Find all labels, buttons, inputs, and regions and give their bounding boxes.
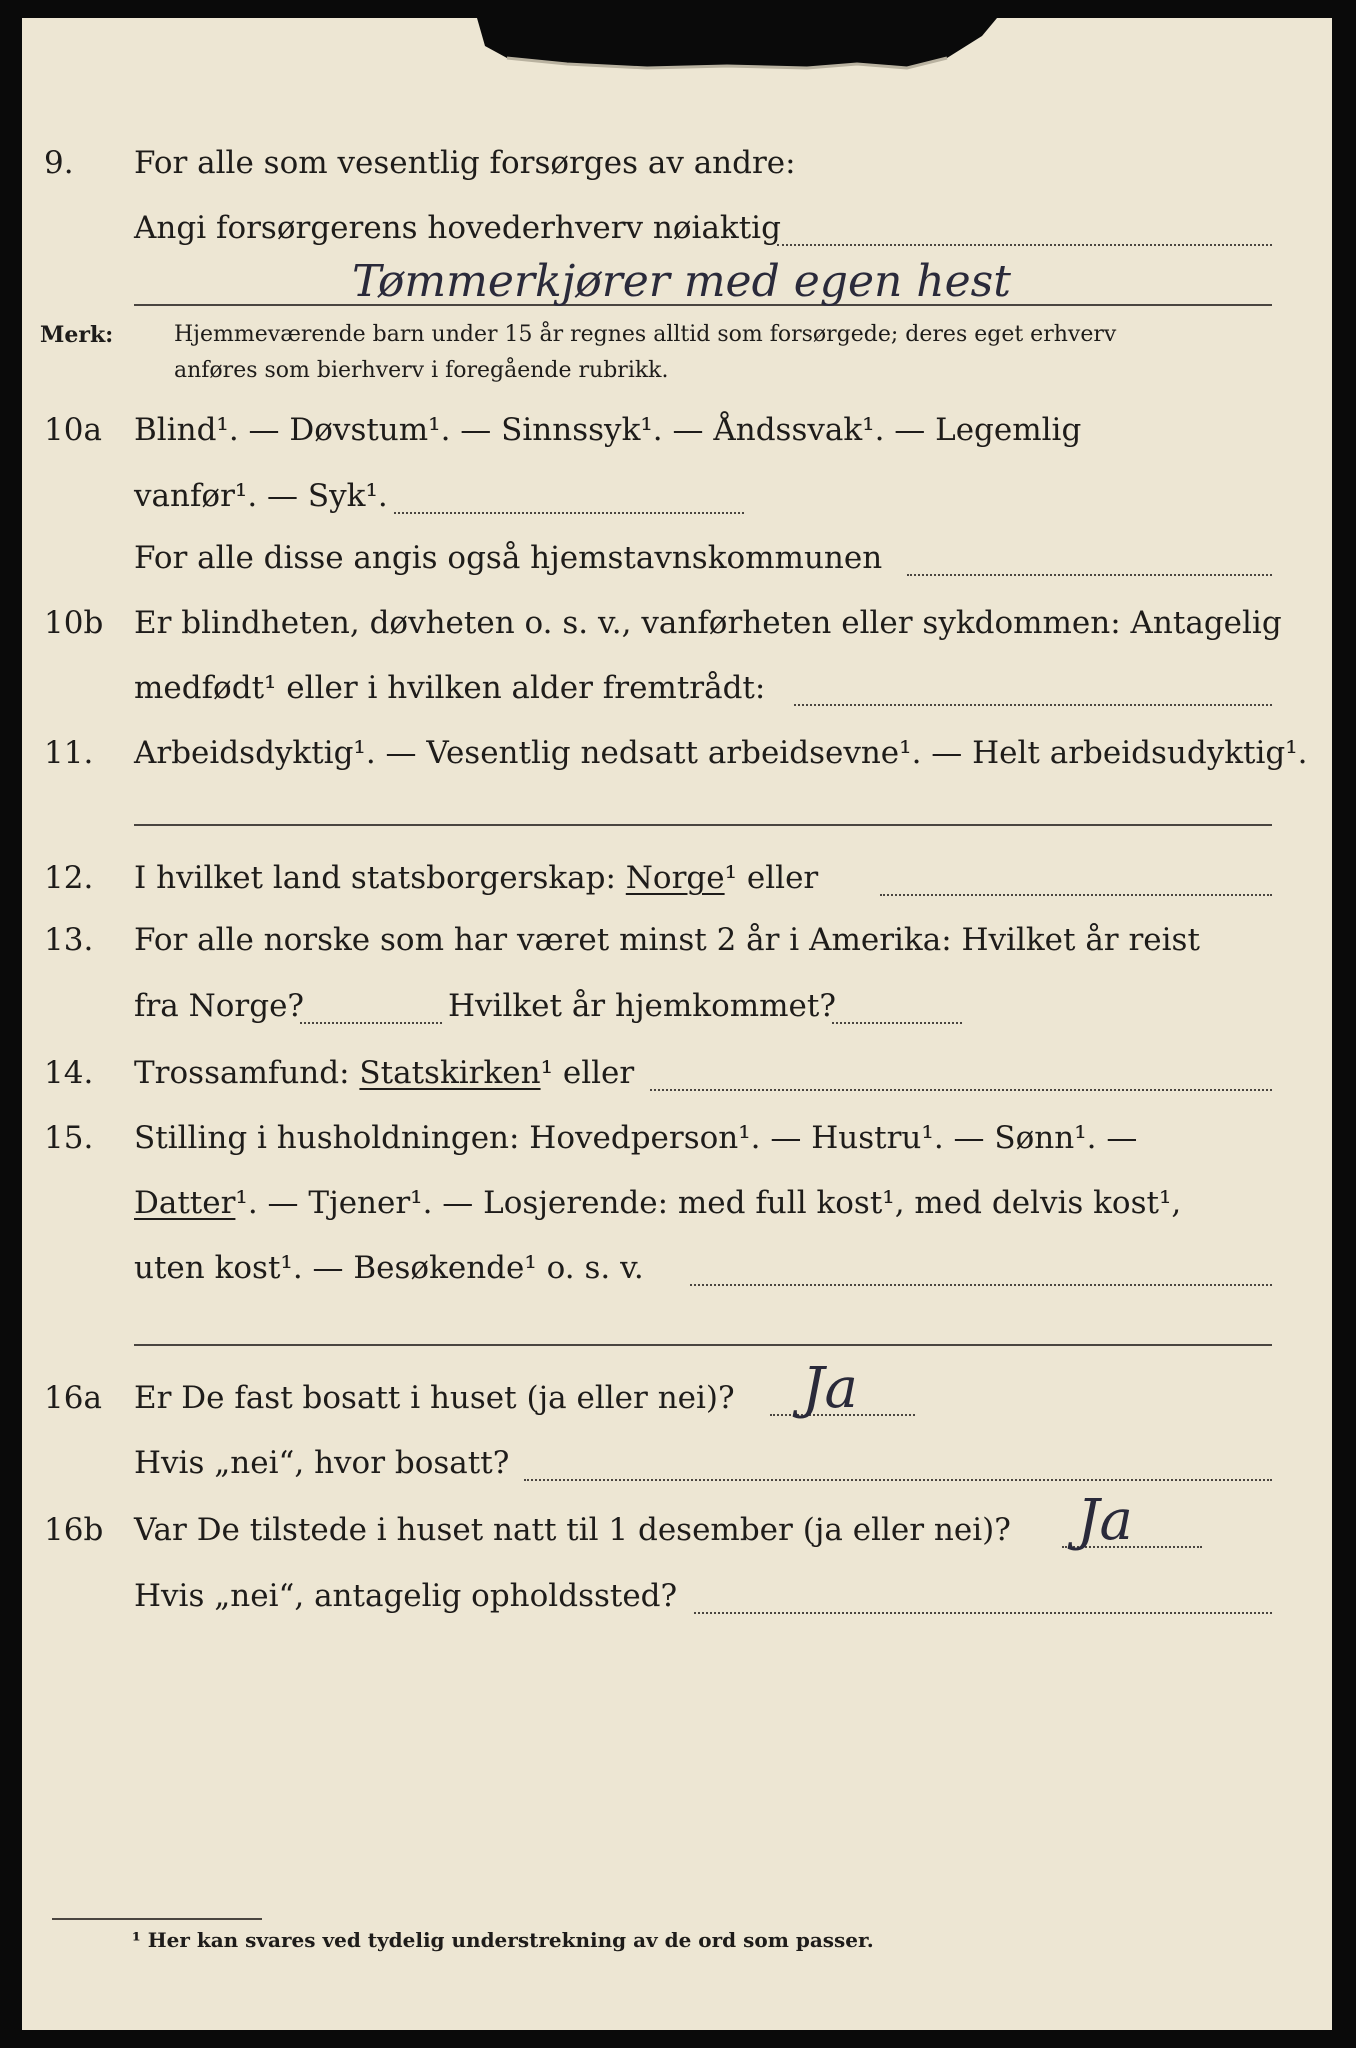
selected-option-statskirken[interactable]: Statskirken: [359, 1055, 541, 1091]
question-text: Blind¹. — Døvstum¹. — Sinnssyk¹. — Åndssvak¹. — Legemlig: [134, 412, 1082, 448]
question-text: fra Norge?: [134, 988, 305, 1024]
question-text-wrap: [134, 1053, 634, 1093]
answer-line[interactable]: [394, 512, 744, 514]
question-15-answer-row: [22, 1308, 1332, 1368]
question-text: For alle som vesentlig forsørges av andre:: [134, 145, 796, 181]
question-text-wrap: [134, 1183, 1181, 1223]
question-9: [22, 143, 1332, 203]
question-15: [22, 1118, 1332, 1178]
question-text: vanfør¹. — Syk¹.: [134, 478, 388, 514]
answer-line[interactable]: [134, 824, 1272, 826]
question-text: Hvilket år hjemkommet?: [448, 988, 836, 1024]
question-number: 15.: [44, 1120, 94, 1156]
question-number: 10a: [44, 412, 102, 448]
question-text: Var De tilstede i huset natt til 1 desember (ja eller nei)?: [134, 1512, 1011, 1548]
question-text-suffix: ¹ eller: [724, 860, 819, 896]
question-text: Angi forsørgerens hovederhverv nøiaktig: [134, 210, 781, 246]
answer-line[interactable]: [134, 1344, 1272, 1346]
question-number: 12.: [44, 860, 94, 896]
footnote: ¹ Her kan svares ved tydelig understrekning av de ord som passer.: [132, 1928, 874, 1952]
torn-top-edge: [477, 18, 997, 90]
question-13-line-2: [22, 986, 1332, 1046]
question-number: 14.: [44, 1055, 94, 1091]
question-number: 11.: [44, 735, 94, 771]
selected-option-norge[interactable]: Norge: [625, 860, 725, 896]
question-text: For alle disse angis også hjemstavnskommunen: [134, 540, 883, 576]
question-text-wrap: [134, 858, 818, 898]
question-text: Hvis „nei“, hvor bosatt?: [134, 1445, 510, 1481]
question-number: 13.: [44, 922, 94, 958]
question-16b-line-2: [22, 1576, 1332, 1636]
answer-line-reist[interactable]: [300, 1022, 442, 1024]
question-text: Trossamfund:: [134, 1055, 350, 1091]
note-text-line-1: Hjemmeværende barn under 15 år regnes alltid som forsørgede; deres eget erhverv: [174, 322, 1117, 347]
question-14: [22, 1053, 1332, 1113]
question-text: Hvis „nei“, antagelig opholdssted?: [134, 1578, 678, 1614]
question-text: I hvilket land statsborgerskap:: [134, 860, 616, 896]
question-number: 10b: [44, 605, 104, 641]
question-13: [22, 920, 1332, 980]
answer-line[interactable]: [880, 894, 1272, 896]
question-text: uten kost¹. — Besøkende¹ o. s. v.: [134, 1250, 644, 1286]
question-9-answer-row: [22, 256, 1332, 326]
answer-line[interactable]: [650, 1089, 1272, 1091]
answer-line[interactable]: [794, 704, 1272, 706]
question-text: medfødt¹ eller i hvilken alder fremtrådt:: [134, 670, 766, 706]
census-form-page: [22, 18, 1332, 2030]
question-10a: [22, 410, 1332, 470]
question-15-line-3: [22, 1248, 1332, 1308]
question-11: [22, 733, 1332, 793]
question-16a: [22, 1356, 1332, 1438]
answer-line[interactable]: [690, 1284, 1272, 1286]
question-text: Er De fast bosatt i huset (ja eller nei)?: [134, 1380, 735, 1416]
question-text: ¹. — Tjener¹. — Losjerende: med full kost¹, med delvis kost¹,: [235, 1185, 1182, 1221]
question-10a-line-3: [22, 538, 1332, 598]
question-15-line-2: [22, 1183, 1332, 1243]
answer-line[interactable]: [694, 1612, 1272, 1614]
question-16a-line-2: [22, 1443, 1332, 1503]
answer-line-hjemkommet[interactable]: [832, 1022, 962, 1024]
handwritten-occupation: Tømmerkjører med egen hest: [352, 256, 1011, 307]
question-text: Stilling i husholdningen: Hovedperson¹. — Hustru¹. — Sønn¹. —: [134, 1120, 1138, 1156]
handwritten-answer-ja: Ja: [802, 1356, 858, 1421]
selected-option-datter[interactable]: Datter: [134, 1185, 236, 1221]
question-12: [22, 858, 1332, 918]
question-10b-line-2: [22, 668, 1332, 728]
question-text: For alle norske som har været minst 2 år i Amerika: Hvilket år reist: [134, 922, 1200, 958]
question-11-answer-row: [22, 788, 1332, 848]
question-number: 9.: [44, 145, 74, 181]
answer-line[interactable]: [907, 574, 1272, 576]
question-10a-line-2: [22, 476, 1332, 536]
note-text-line-2: anføres som bierhverv i foregående rubrikk.: [174, 358, 669, 383]
answer-line[interactable]: [777, 244, 1272, 246]
question-number: 16a: [44, 1380, 102, 1416]
question-16b: [22, 1488, 1332, 1570]
answer-line[interactable]: [524, 1479, 1272, 1481]
question-text: Arbeidsdyktig¹. — Vesentlig nedsatt arbeidsevne¹. — Helt arbeidsudyktig¹.: [134, 735, 1308, 771]
handwritten-answer-ja: Ja: [1077, 1488, 1133, 1553]
question-text: Er blindheten, døvheten o. s. v., vanførheten eller sykdommen: Antagelig: [134, 605, 1282, 641]
footnote-divider: [52, 1918, 262, 1920]
note-label: Merk:: [40, 322, 114, 348]
question-text-suffix: ¹ eller: [540, 1055, 635, 1091]
question-number: 16b: [44, 1512, 104, 1548]
question-10b: [22, 603, 1332, 663]
